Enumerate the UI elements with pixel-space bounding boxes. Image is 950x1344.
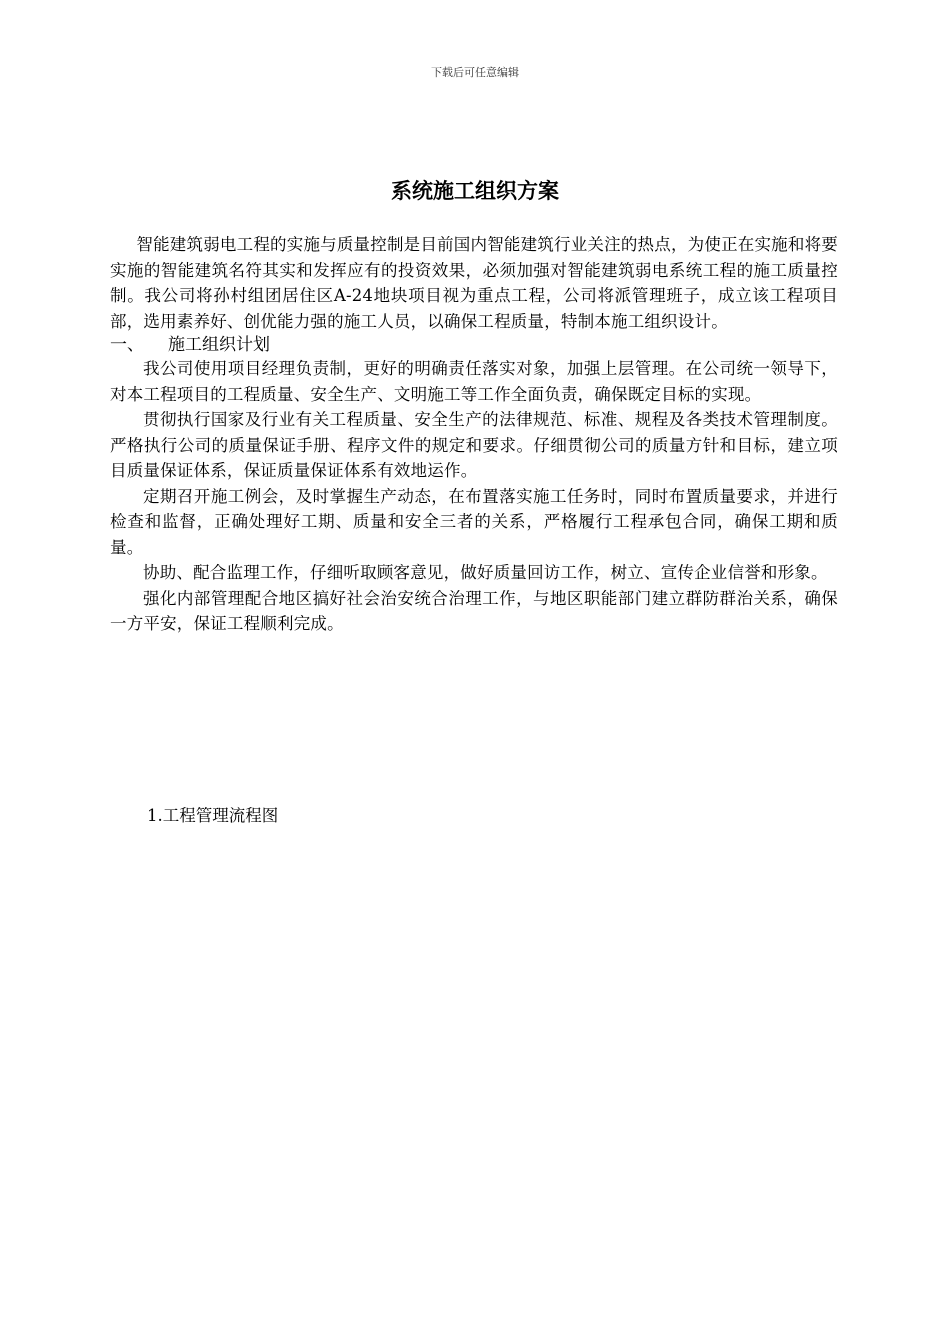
body-paragraph: 强化内部管理配合地区搞好社会治安统合治理工作，与地区职能部门建立群防群治关系，确保一方平安，保证工程顺利完成。 [110, 588, 838, 633]
document-body [110, 232, 838, 637]
section-number: 一、 [110, 335, 144, 355]
body-paragraph: 协助、配合监理工作，仔细听取顾客意见，做好质量回访工作，树立、宣传企业信誉和形象。 [143, 563, 828, 582]
document-title: 系统施工组织方案 [391, 179, 559, 203]
section-title: 施工组织计划 [168, 335, 270, 355]
subsection-heading: 1.工程管理流程图 [147, 806, 279, 825]
body-paragraph: 贯彻执行国家及行业有关工程质量、安全生产的法律规范、标准、规程及各类技术管理制度。严格执行公司的质量保证手册、程序文件的规定和要求。仔细贯彻公司的质量方针和目标，建立项目质量保证体系，保证质量保证体系有效地运作。 [110, 410, 838, 480]
body-paragraph: 我公司使用项目经理负责制，更好的明确责任落实对象，加强上层管理。在公司统一领导下，对本工程项目的工程质量、安全生产、文明施工等工作全面负责，确保既定目标的实现。 [110, 359, 838, 404]
intro-paragraph: 智能建筑弱电工程的实施与质量控制是目前国内智能建筑行业关注的热点，为使正在实施和将要实施的智能建筑名符其实和发挥应有的投资效果，必须加强对智能建筑弱电系统工程的施工质量控制。我公司将孙村组团居住区A-24地块项目视为重点工程，公司将派管理班子，成立该工程项目部，选用素养好、创优能力强的施工人员，以确保工程质量，特制本施工组织设计。 [110, 235, 838, 331]
body-paragraph: 定期召开施工例会，及时掌握生产动态，在布置落实施工任务时，同时布置质量要求，并进行检查和监督，正确处理好工期、质量和安全三者的关系，严格履行工程承包合同，确保工期和质量。 [110, 486, 838, 557]
header-note: 下载后可任意编辑 [431, 66, 519, 79]
section-heading [110, 334, 838, 356]
